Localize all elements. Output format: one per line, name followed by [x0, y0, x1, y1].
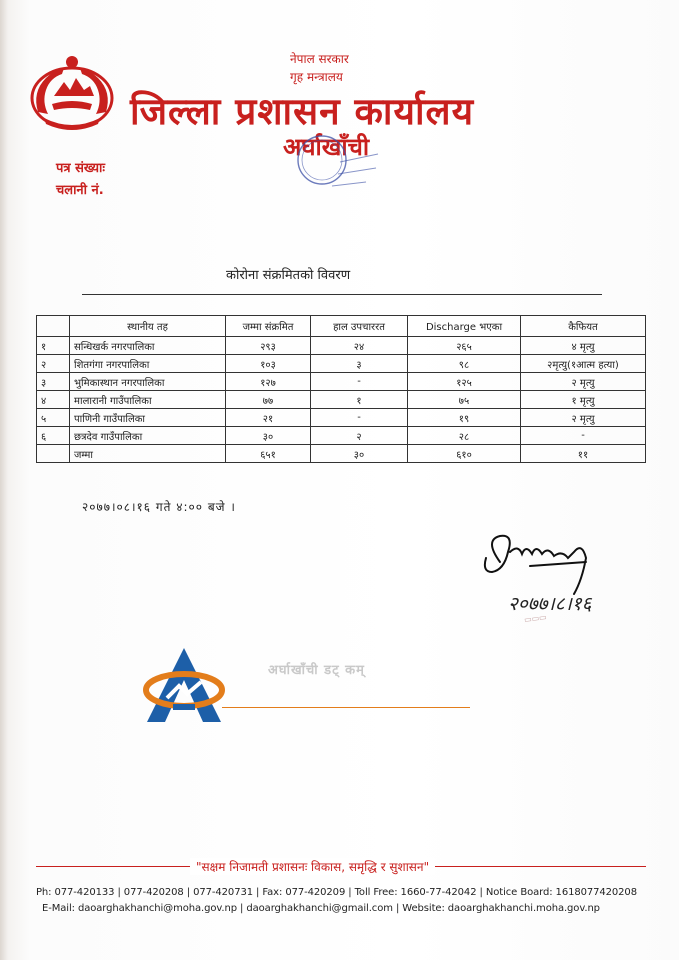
- cell-serial: ३: [37, 373, 70, 391]
- column-header: हाल उपचाररत: [311, 316, 408, 337]
- cell-total-infected: १०३: [226, 355, 311, 373]
- table-row: [37, 409, 646, 427]
- column-header: कैफियत: [521, 316, 646, 337]
- watermark-text: अर्घाखाँची डट् कम्: [268, 663, 365, 678]
- ministry-name: गृह मन्त्रालय: [290, 70, 343, 84]
- table-row: [37, 337, 646, 355]
- covid-cases-table: [36, 315, 646, 463]
- cell-under-treatment: २: [311, 427, 408, 445]
- cell-local-level: मालारानी गाउँपालिका: [70, 391, 226, 409]
- cell-total-infected: १२७: [226, 373, 311, 391]
- district-name: अर्घाखाँची: [283, 133, 370, 161]
- cell-total-infected: ३०: [226, 427, 311, 445]
- cell-local-level: छत्रदेव गाउँपालिका: [70, 427, 226, 445]
- faded-stamp: ▭▭▭: [523, 612, 548, 625]
- cell-serial: १: [37, 337, 70, 355]
- cell-serial: ५: [37, 409, 70, 427]
- nepal-emblem-icon: [24, 52, 120, 134]
- cell-total-discharged: ६१०: [408, 445, 521, 463]
- cell-under-treatment: -: [311, 373, 408, 391]
- office-title: जिल्ला प्रशासन कार्यालय: [130, 90, 475, 133]
- cell-under-treatment: ३: [311, 355, 408, 373]
- cell-serial: ६: [37, 427, 70, 445]
- cell-remarks: २मृत्यु(१आत्म हत्या): [521, 355, 646, 373]
- cell-total-deaths: ११: [521, 445, 646, 463]
- cell-total-infected: ७७: [226, 391, 311, 409]
- title-rule: [82, 294, 602, 295]
- table-header-row: [37, 316, 646, 337]
- cell-remarks: -: [521, 427, 646, 445]
- column-header: स्थानीय तह: [70, 316, 226, 337]
- cell-discharged: २६५: [408, 337, 521, 355]
- cell-discharged: ७५: [408, 391, 521, 409]
- column-header: जम्मा संक्रमित: [226, 316, 311, 337]
- cell-remarks: २ मृत्यु: [521, 409, 646, 427]
- watermark-line: [222, 707, 470, 708]
- cell-discharged: ९८: [408, 355, 521, 373]
- cell-total-infected: ६५१: [226, 445, 311, 463]
- cell-local-level: पाणिनी गाउँपालिका: [70, 409, 226, 427]
- cell-discharged: १९: [408, 409, 521, 427]
- arghakhanchi-logo-icon: [143, 646, 225, 724]
- cell-serial: २: [37, 355, 70, 373]
- cell-discharged: २८: [408, 427, 521, 445]
- column-header: [37, 316, 70, 337]
- cell-serial: [37, 445, 70, 463]
- cell-total-under-treatment: ३०: [311, 445, 408, 463]
- cell-discharged: १२५: [408, 373, 521, 391]
- dispatch-number-label: चलानी नं.: [56, 183, 104, 198]
- cell-under-treatment: -: [311, 409, 408, 427]
- table-row: [37, 355, 646, 373]
- table-row: [37, 427, 646, 445]
- contact-email-line: E-Mail: daoarghakhanchi@moha.gov.np | daoarghakhanchi@gmail.com | Website: daoarghakhanchi.moha.gov.np: [42, 903, 600, 914]
- report-title: कोरोना संक्रमितको विवरण: [226, 268, 351, 283]
- letter-number-label: पत्र संख्याः: [56, 161, 106, 176]
- column-header: Discharge भएका: [408, 316, 521, 337]
- office-stamp: [280, 120, 390, 210]
- signature-date: २०७७।८।१६: [508, 593, 592, 615]
- cell-remarks: १ मृत्यु: [521, 391, 646, 409]
- contact-phone-line: Ph: 077-420133 | 077-420208 | 077-420731 | Fax: 077-420209 | Toll Free: 1660-77-42042 | Notice Board: 1618077420208: [36, 887, 637, 898]
- cell-serial: ४: [37, 391, 70, 409]
- government-name: नेपाल सरकार: [290, 52, 349, 66]
- cell-total-infected: २९३: [226, 337, 311, 355]
- cell-local-level: सन्धिखर्क नगरपालिका: [70, 337, 226, 355]
- cell-total-label: जम्मा: [70, 445, 226, 463]
- table-row: [37, 373, 646, 391]
- cell-local-level: भुमिकास्थान नगरपालिका: [70, 373, 226, 391]
- table-total-row: [37, 445, 646, 463]
- footer-motto: "सक्षम निजामती प्रशासनः विकास, समृद्धि र सुशासन": [190, 858, 435, 875]
- cell-total-infected: २१: [226, 409, 311, 427]
- report-timestamp: २०७७।०८।१६ गते ४:०० बजे ।: [82, 500, 236, 514]
- cell-remarks: २ मृत्यु: [521, 373, 646, 391]
- table-row: [37, 391, 646, 409]
- cell-local-level: शितगंगा नगरपालिका: [70, 355, 226, 373]
- cell-under-treatment: १: [311, 391, 408, 409]
- cell-remarks: ४ मृत्यु: [521, 337, 646, 355]
- cell-under-treatment: २४: [311, 337, 408, 355]
